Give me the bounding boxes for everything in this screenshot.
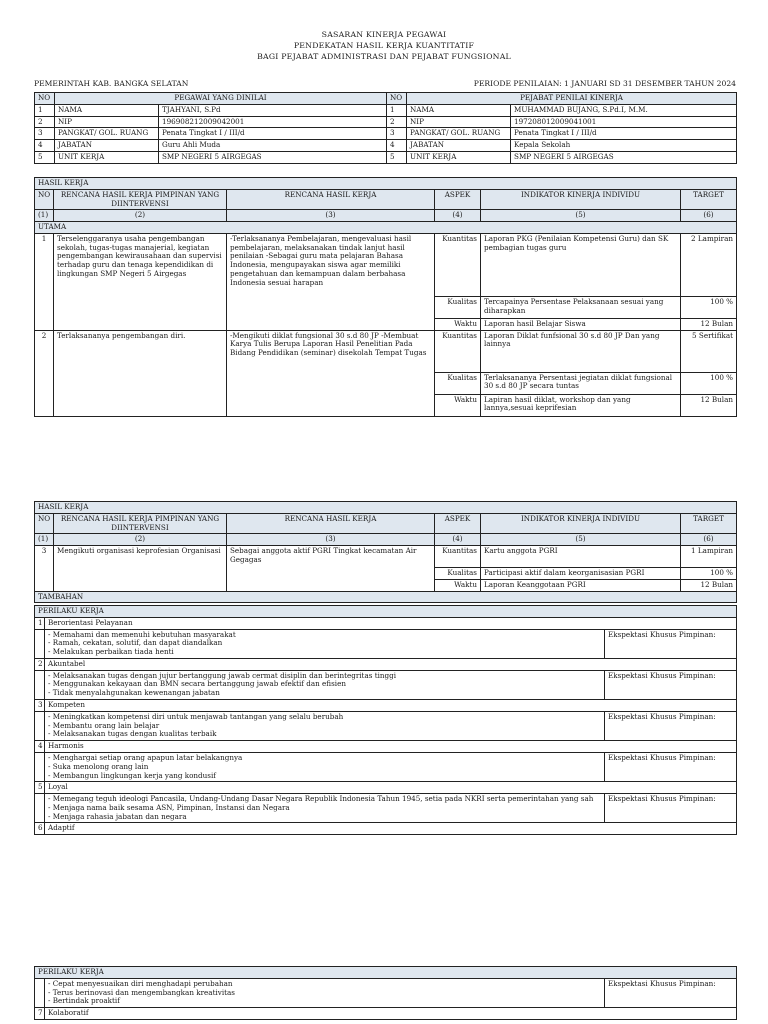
penilai-row-no: 1 (387, 104, 407, 116)
hasil-col-number: (6) (681, 210, 737, 222)
hasil-item-pimpinan: Terselenggaranya usaha pengembangan sekolah, tugas-tugas manajerial, kegiatan pengembangan kewirausahaan dan supervisi terhadap guru dan tenaga kependidikan di lingkungan SMP Negeri 5 Airgegas (54, 233, 227, 330)
pegawai-row-no: 3 (35, 128, 55, 140)
hasil-item-indikator: Laporan Keanggotaan PGRI (481, 579, 681, 591)
doc-title-line-1: SASARAN KINERJA PEGAWAI (321, 30, 447, 39)
perilaku-point: - Melakukan perbaikan tiada henti (48, 647, 174, 657)
hasil-item-aspek: Kualitas (435, 568, 481, 580)
perilaku-point-list (48, 672, 601, 698)
perilaku-point: - Menjaga nama baik sesama ASN, Pimpinan, Instansi dan Negara (48, 802, 290, 812)
penilai-row-no: 2 (387, 116, 407, 128)
perilaku-item-title: Harmonis (45, 741, 737, 753)
tambahan-label-row (35, 591, 737, 603)
ekspektasi-label: Ekspektasi Khusus Pimpinan: (605, 670, 737, 699)
perilaku-section-row (35, 967, 737, 979)
identity-row (35, 104, 737, 116)
hasil-item-target: 100 % (681, 372, 737, 394)
penilai-row-label: JABATAN (407, 140, 511, 152)
perilaku-title-row (35, 617, 737, 629)
perilaku-item-no: 5 (35, 782, 45, 794)
hasil-col-header: TARGET (681, 189, 737, 210)
perilaku-kerja-table-1 (34, 605, 737, 835)
hasil-item-aspek: Kualitas (435, 372, 481, 394)
perilaku-point-list (48, 795, 601, 821)
perilaku-item-no: 3 (35, 700, 45, 712)
perilaku-point: - Bertindak proaktif (48, 996, 120, 1006)
perilaku-points-row (35, 711, 737, 740)
identity-row (35, 128, 737, 140)
perilaku-points-row (35, 752, 737, 781)
hasil-col-header: NO (35, 189, 54, 210)
penilai-row-value: Penata Tingkat I / III/d (511, 128, 737, 140)
hasil-kerja-table-2 (34, 501, 737, 603)
hasil-item-no: 1 (35, 233, 54, 330)
penilai-row-no: 3 (387, 128, 407, 140)
identity-row (35, 116, 737, 128)
hasil-number-row (35, 210, 737, 222)
hasil-item-pimpinan: Terlaksananya pengembangan diri. (54, 330, 227, 416)
perilaku-point: - Meningkatkan kompetensi diri untuk menjawab tantangan yang selalu berubah (48, 711, 344, 721)
identity-header-row (35, 93, 737, 105)
perilaku-spacer (35, 629, 45, 658)
hasil-col-number: (4) (435, 534, 481, 546)
hasil-item-indikator: Laporan hasil Belajar Siswa (481, 318, 681, 330)
penilai-row-value: SMP NEGERI 5 AIRGEGAS (511, 151, 737, 163)
perilaku-spacer (35, 752, 45, 781)
ekspektasi-label: Ekspektasi Khusus Pimpinan: (605, 711, 737, 740)
hasil-item-no: 3 (35, 546, 54, 592)
hasil-item-rencana: -Mengikuti diklat fungsional 30 s.d 80 JP -Membuat Karya Tulis Berupa Laporan Hasil Penelitian Pada Bidang Pendidikan (seminar) disekolah Tempat Tugas (227, 330, 435, 416)
perilaku-point: - Membangun lingkungan kerja yang kondusif (48, 770, 216, 780)
perilaku-item-title: Kolaboratif (45, 1008, 737, 1020)
perilaku-item-no: 2 (35, 658, 45, 670)
utama-label: UTAMA (35, 222, 737, 234)
hasil-col-header: TARGET (681, 513, 737, 534)
perilaku-title-row (35, 700, 737, 712)
perilaku-item-title: Berorientasi Pelayanan (45, 617, 737, 629)
doc-title-line-2: PENDEKATAN HASIL KERJA KUANTITATIF (293, 41, 475, 50)
hasil-col-header: ASPEK (435, 189, 481, 210)
perilaku-points-row (35, 794, 737, 823)
perilaku-point: - Memahami dan memenuhi kebutuhan masyarakat (48, 629, 236, 639)
hasil-item-target: 1 Lampiran (681, 546, 737, 568)
penilai-row-value: MUHAMMAD BUJANG, S.Pd.I, M.M. (511, 104, 737, 116)
ekspektasi-label: Ekspektasi Khusus Pimpinan: (605, 978, 737, 1007)
hasil-item-indikator: Laporan Diklat funfsional 30 s.d 80 JP Dan yang lainnya (481, 330, 681, 372)
penilai-row-label: UNIT KERJA (407, 151, 511, 163)
perilaku-item-no: 1 (35, 617, 45, 629)
pegawai-row-value: 196908212009042001 (159, 116, 387, 128)
hasil-item-indikator: Participasi aktif dalam keorganisasian PGRI (481, 568, 681, 580)
perilaku-item-title: Akuntabel (45, 658, 737, 670)
perilaku-item-title: Adaptif (45, 823, 737, 835)
hasil-col-header: INDIKATOR KINERJA INDIVIDU (481, 189, 681, 210)
hasil-header-row (35, 513, 737, 534)
perilaku-title-row (35, 1008, 737, 1020)
perilaku-title-row (35, 658, 737, 670)
penilai-row-label: NIP (407, 116, 511, 128)
hasil-col-number: (2) (54, 534, 227, 546)
perilaku-points (45, 794, 605, 823)
hasil-item-indikator: Tercapainya Persentase Pelaksanaan sesuai yang diharapkan (481, 296, 681, 318)
hasil-col-number: (3) (227, 210, 435, 222)
penilai-no-header: NO (387, 93, 407, 105)
pegawai-row-no: 4 (35, 140, 55, 152)
hasil-item-row (35, 233, 737, 296)
pegawai-header: PEGAWAI YANG DINILAI (55, 93, 387, 105)
hasil-col-header: RENCANA HASIL KERJA (227, 513, 435, 534)
pegawai-row-no: 1 (35, 104, 55, 116)
perilaku-kerja-table-2 (34, 966, 737, 1020)
pegawai-row-label: NAMA (55, 104, 159, 116)
hasil-item-target: 2 Lampiran (681, 233, 737, 296)
perilaku-item-title: Loyal (45, 782, 737, 794)
perilaku-section-label: PERILAKU KERJA (35, 606, 737, 618)
perilaku-item-title: Kompeten (45, 700, 737, 712)
hasil-col-number: (6) (681, 534, 737, 546)
hasil-section-label-row (35, 178, 737, 190)
hasil-item-indikator: Kartu anggota PGRI (481, 546, 681, 568)
hasil-item-aspek: Waktu (435, 318, 481, 330)
perilaku-point: - Menjaga rahasia jabatan dan negara (48, 811, 187, 821)
perilaku-points-row (35, 978, 737, 1007)
penilai-row-no: 4 (387, 140, 407, 152)
hasil-col-header: ASPEK (435, 513, 481, 534)
perilaku-points (45, 629, 605, 658)
doc-title-line-3: BAGI PEJABAT ADMINISTRASI DAN PEJABAT FUNGSIONAL (257, 52, 511, 61)
perilaku-spacer (35, 794, 45, 823)
identity-row (35, 140, 737, 152)
perilaku-spacer (35, 670, 45, 699)
hasil-number-row (35, 534, 737, 546)
hasil-col-header: RENCANA HASIL KERJA PIMPINAN YANG DIINTERVENSI (54, 189, 227, 210)
hasil-item-indikator: Terlaksananya Persentasi jegiatan diklat fungsional 30 s.d 80 JP secara tuntas (481, 372, 681, 394)
hasil-item-target: 12 Bulan (681, 394, 737, 416)
hasil-col-header: INDIKATOR KINERJA INDIVIDU (481, 513, 681, 534)
penilai-header: PEJABAT PENILAI KINERJA (407, 93, 737, 105)
hasil-section-label: HASIL KERJA (35, 178, 737, 190)
hasil-section-label-row (35, 502, 737, 514)
ekspektasi-label: Ekspektasi Khusus Pimpinan: (605, 629, 737, 658)
utama-label-row (35, 222, 737, 234)
pegawai-row-value: Guru Ahli Muda (159, 140, 387, 152)
pegawai-row-no: 5 (35, 151, 55, 163)
hasil-item-no: 2 (35, 330, 54, 416)
identity-table (34, 92, 737, 164)
perilaku-point: - Melaksanakan tugas dengan jujur bertanggung jawab cermat disiplin dan berintegritas tinggi (48, 670, 397, 680)
period-label: PERIODE PENILAIAN: 1 JANUARI SD 31 DESEMBER TAHUN 2024 (473, 79, 736, 88)
pegawai-row-label: JABATAN (55, 140, 159, 152)
hasil-item-indikator: Laporan PKG (Penilaian Kompetensi Guru) dan SK pembagian tugas guru (481, 233, 681, 296)
perilaku-item-no: 7 (35, 1008, 45, 1020)
perilaku-section-label: PERILAKU KERJA (35, 967, 737, 979)
hasil-item-aspek: Kuantitas (435, 546, 481, 568)
perilaku-points (45, 752, 605, 781)
tambahan-label: TAMBAHAN (35, 591, 737, 603)
perilaku-points (45, 670, 605, 699)
perilaku-point: - Melaksanakan tugas dengan kualitas terbaik (48, 729, 217, 739)
hasil-col-header: RENCANA HASIL KERJA (227, 189, 435, 210)
hasil-item-aspek: Kuantitas (435, 233, 481, 296)
perilaku-point: - Suka menolong orang lain (48, 761, 149, 771)
hasil-item-aspek: Waktu (435, 579, 481, 591)
perilaku-point: - Ramah, cekatan, solutif, dan dapat diandalkan (48, 638, 223, 648)
hasil-col-number: (5) (481, 210, 681, 222)
hasil-item-rencana: Sebagai anggota aktif PGRI Tingkat kecamatan Air Gegagas (227, 546, 435, 592)
hasil-item-aspek: Kuantitas (435, 330, 481, 372)
hasil-item-target: 5 Sertifikat (681, 330, 737, 372)
perilaku-point: - Memegang teguh ideologi Pancasila, Undang-Undang Dasar Negara Republik Indonesia Tahun 1945, setia pada NKRI serta pemerintahan yang sah (48, 794, 594, 804)
hasil-item-rencana: -Terlaksananya Pembelajaran, mengevaluasi hasil pembelajaran, melaksanakan tindak lanjut hasil penilaian -Sebagai guru mata pelajaran Bahasa Indonesia, mengupayakan siswa agar memiliki pengetahuan dan kemampuan dalam berbahasa Indonesia sesuai harapan (227, 233, 435, 330)
hasil-item-target: 12 Bulan (681, 318, 737, 330)
pegawai-row-value: Penata Tingkat I / III/d (159, 128, 387, 140)
hasil-item-row (35, 546, 737, 568)
perilaku-point: - Menghargai setiap orang apapun latar belakangnya (48, 752, 243, 762)
hasil-item-pimpinan: Mengikuti organisasi keprofesian Organisasi (54, 546, 227, 592)
perilaku-title-row (35, 741, 737, 753)
pegawai-no-header: NO (35, 93, 55, 105)
hasil-item-aspek: Kualitas (435, 296, 481, 318)
perilaku-point-list (48, 713, 601, 739)
hasil-col-number: (2) (54, 210, 227, 222)
perilaku-point: - Cepat menyesuaikan diri menghadapi perubahan (48, 978, 233, 988)
pegawai-row-no: 2 (35, 116, 55, 128)
perilaku-point: - Terus berinovasi dan mengembangkan kreativitas (48, 987, 235, 997)
perilaku-item-no: 4 (35, 741, 45, 753)
hasil-col-header: NO (35, 513, 54, 534)
perilaku-point-list (48, 631, 601, 657)
pegawai-row-label: NIP (55, 116, 159, 128)
perilaku-point: - Membantu orang lain belajar (48, 720, 160, 730)
hasil-col-header: RENCANA HASIL KERJA PIMPINAN YANG DIINTERVENSI (54, 513, 227, 534)
perilaku-section-row (35, 606, 737, 618)
hasil-col-number: (4) (435, 210, 481, 222)
hasil-item-row (35, 330, 737, 372)
perilaku-item-no: 6 (35, 823, 45, 835)
identity-row (35, 151, 737, 163)
pegawai-row-label: PANGKAT/ GOL. RUANG (55, 128, 159, 140)
penilai-row-no: 5 (387, 151, 407, 163)
perilaku-points-row (35, 670, 737, 699)
hasil-col-number: (5) (481, 534, 681, 546)
pegawai-row-label: UNIT KERJA (55, 151, 159, 163)
perilaku-point: - Tidak menyalahgunakan kewenangan jabatan (48, 688, 220, 698)
hasil-item-aspek: Waktu (435, 394, 481, 416)
perilaku-point-list (48, 980, 601, 1006)
hasil-item-indikator: Lapiran hasil diklat, workshop dan yang lannya,sesuai keprifesian (481, 394, 681, 416)
perilaku-points-row (35, 629, 737, 658)
hasil-col-number: (1) (35, 534, 54, 546)
hasil-header-row (35, 189, 737, 210)
perilaku-title-row (35, 782, 737, 794)
penilai-row-label: PANGKAT/ GOL. RUANG (407, 128, 511, 140)
ekspektasi-label: Ekspektasi Khusus Pimpinan: (605, 794, 737, 823)
perilaku-spacer (35, 711, 45, 740)
hasil-item-target: 100 % (681, 568, 737, 580)
hasil-item-target: 100 % (681, 296, 737, 318)
perilaku-point: - Menggunakan kekayaan dan BMN secara bertanggung jawab efektif dan efisien (48, 679, 346, 689)
hasil-section-label: HASIL KERJA (35, 502, 737, 514)
penilai-row-label: NAMA (407, 104, 511, 116)
ekspektasi-label: Ekspektasi Khusus Pimpinan: (605, 752, 737, 781)
pegawai-row-value: SMP NEGERI 5 AIRGEGAS (159, 151, 387, 163)
hasil-item-target: 12 Bulan (681, 579, 737, 591)
hasil-col-number: (1) (35, 210, 54, 222)
government-label: PEMERINTAH KAB. BANGKA SELATAN (34, 79, 189, 88)
perilaku-points (45, 711, 605, 740)
penilai-row-value: Kepala Sekolah (511, 140, 737, 152)
perilaku-spacer (35, 978, 45, 1007)
penilai-row-value: 197208012009041001 (511, 116, 737, 128)
hasil-kerja-table-1 (34, 177, 737, 417)
hasil-col-number: (3) (227, 534, 435, 546)
perilaku-point-list (48, 754, 601, 780)
pegawai-row-value: TJAHYANI, S.Pd (159, 104, 387, 116)
perilaku-title-row (35, 823, 737, 835)
perilaku-points (45, 978, 605, 1007)
